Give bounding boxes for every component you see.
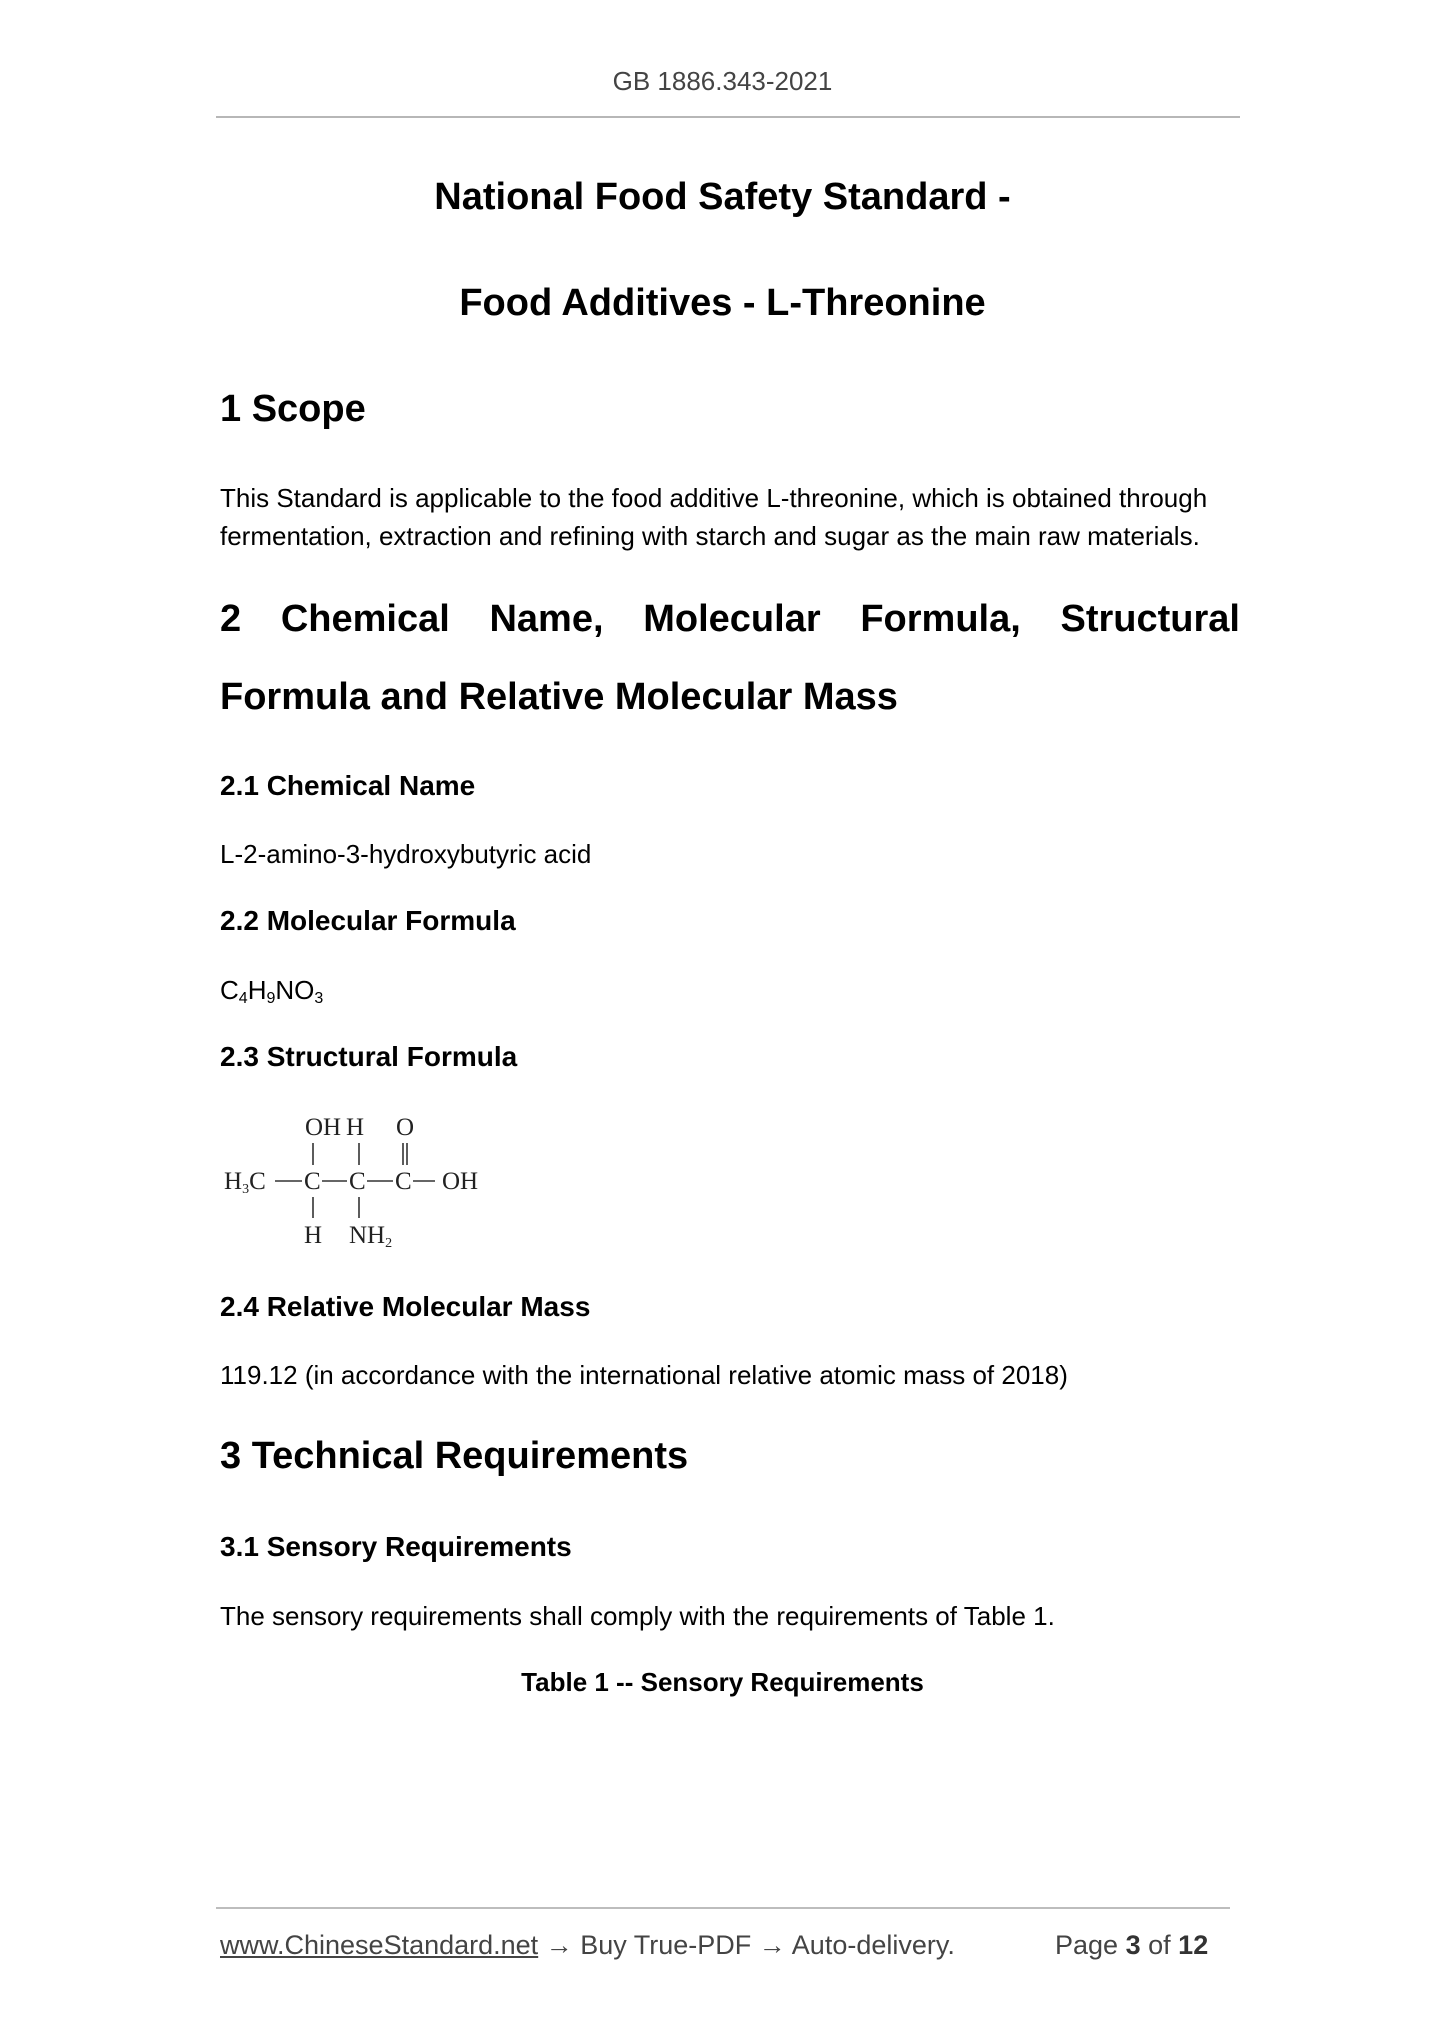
delivery-text: Auto-delivery. [791, 1930, 955, 1960]
formula-h-count: 9 [266, 990, 276, 1007]
current-page: 3 [1125, 1930, 1141, 1960]
carbon-label: C [349, 1168, 366, 1195]
oh-right-label: OH [442, 1168, 479, 1195]
section-3-1-heading: 3.1 Sensory Requirements [220, 1531, 572, 1562]
nh2-label: NH2 [349, 1222, 393, 1250]
section-3-1-text: The sensory requirements shall comply with the requirements of Table 1. [220, 1601, 1055, 1631]
structural-formula [220, 1105, 520, 1250]
heading-word: Name, [489, 598, 604, 640]
section-1-text: This Standard is applicable to the food additive L-threonine, which is obtained through fermentation, extraction and refining with starch and sugar as the main raw materials. [220, 483, 1208, 551]
o-top-label: O [396, 1114, 415, 1141]
oh-top-label: OH [305, 1114, 342, 1141]
header-divider [216, 116, 1240, 118]
formula-c-count: 4 [238, 990, 248, 1007]
table-1-caption: Table 1 -- Sensory Requirements [521, 1667, 924, 1697]
formula-c: C [220, 975, 239, 1005]
section-2-heading-line-1 [220, 598, 1240, 641]
page-number [1055, 1930, 1208, 1961]
heading-word: Formula, [860, 598, 1021, 640]
section-2-4-heading: 2.4 Relative Molecular Mass [220, 1291, 591, 1322]
of-label: of [1148, 1930, 1171, 1960]
carbon-label: C [304, 1168, 321, 1195]
molecular-formula [220, 971, 1242, 1018]
h-top-label: H [346, 1114, 365, 1141]
section-2-2-heading: 2.2 Molecular Formula [220, 905, 516, 936]
formula-o-count: 3 [314, 990, 324, 1007]
website-link[interactable]: www.ChineseStandard.net [220, 1930, 539, 1960]
heading-word: Chemical [280, 598, 450, 640]
section-1-heading: 1 Scope [220, 388, 366, 430]
buy-text: Buy True-PDF [580, 1930, 752, 1960]
heading-word: Structural [1060, 598, 1240, 640]
formula-no: NO [275, 975, 315, 1005]
title-line-2: Food Additives - L-Threonine [459, 282, 986, 324]
section-2-3-heading: 2.3 Structural Formula [220, 1041, 518, 1072]
section-2-heading-line-2: Formula and Relative Molecular Mass [220, 676, 898, 718]
heading-word: Molecular [643, 598, 821, 640]
section-2-1-heading: 2.1 Chemical Name [220, 770, 476, 801]
heading-word: 2 [220, 598, 242, 640]
section-3-heading: 3 Technical Requirements [220, 1435, 689, 1477]
molecular-mass-text: 119.12 (in accordance with the international relative atomic mass of 2018) [220, 1360, 1068, 1390]
title-line-1: National Food Safety Standard - [434, 176, 1011, 218]
page-label: Page [1055, 1930, 1119, 1960]
footer-left [220, 1930, 955, 1961]
arrow-right-icon: → [545, 1930, 573, 1960]
formula-h: H [247, 975, 267, 1005]
document-id: GB 1886.343-2021 [612, 66, 833, 96]
h3c-label: H3C [224, 1168, 266, 1197]
arrow-right-icon: → [758, 1930, 786, 1960]
h-bottom-label: H [304, 1222, 323, 1249]
total-pages: 12 [1178, 1930, 1209, 1960]
chemical-name: L-2-amino-3-hydroxybutyric acid [220, 839, 592, 869]
carbon-label: C [395, 1168, 412, 1195]
footer-divider [216, 1907, 1230, 1909]
